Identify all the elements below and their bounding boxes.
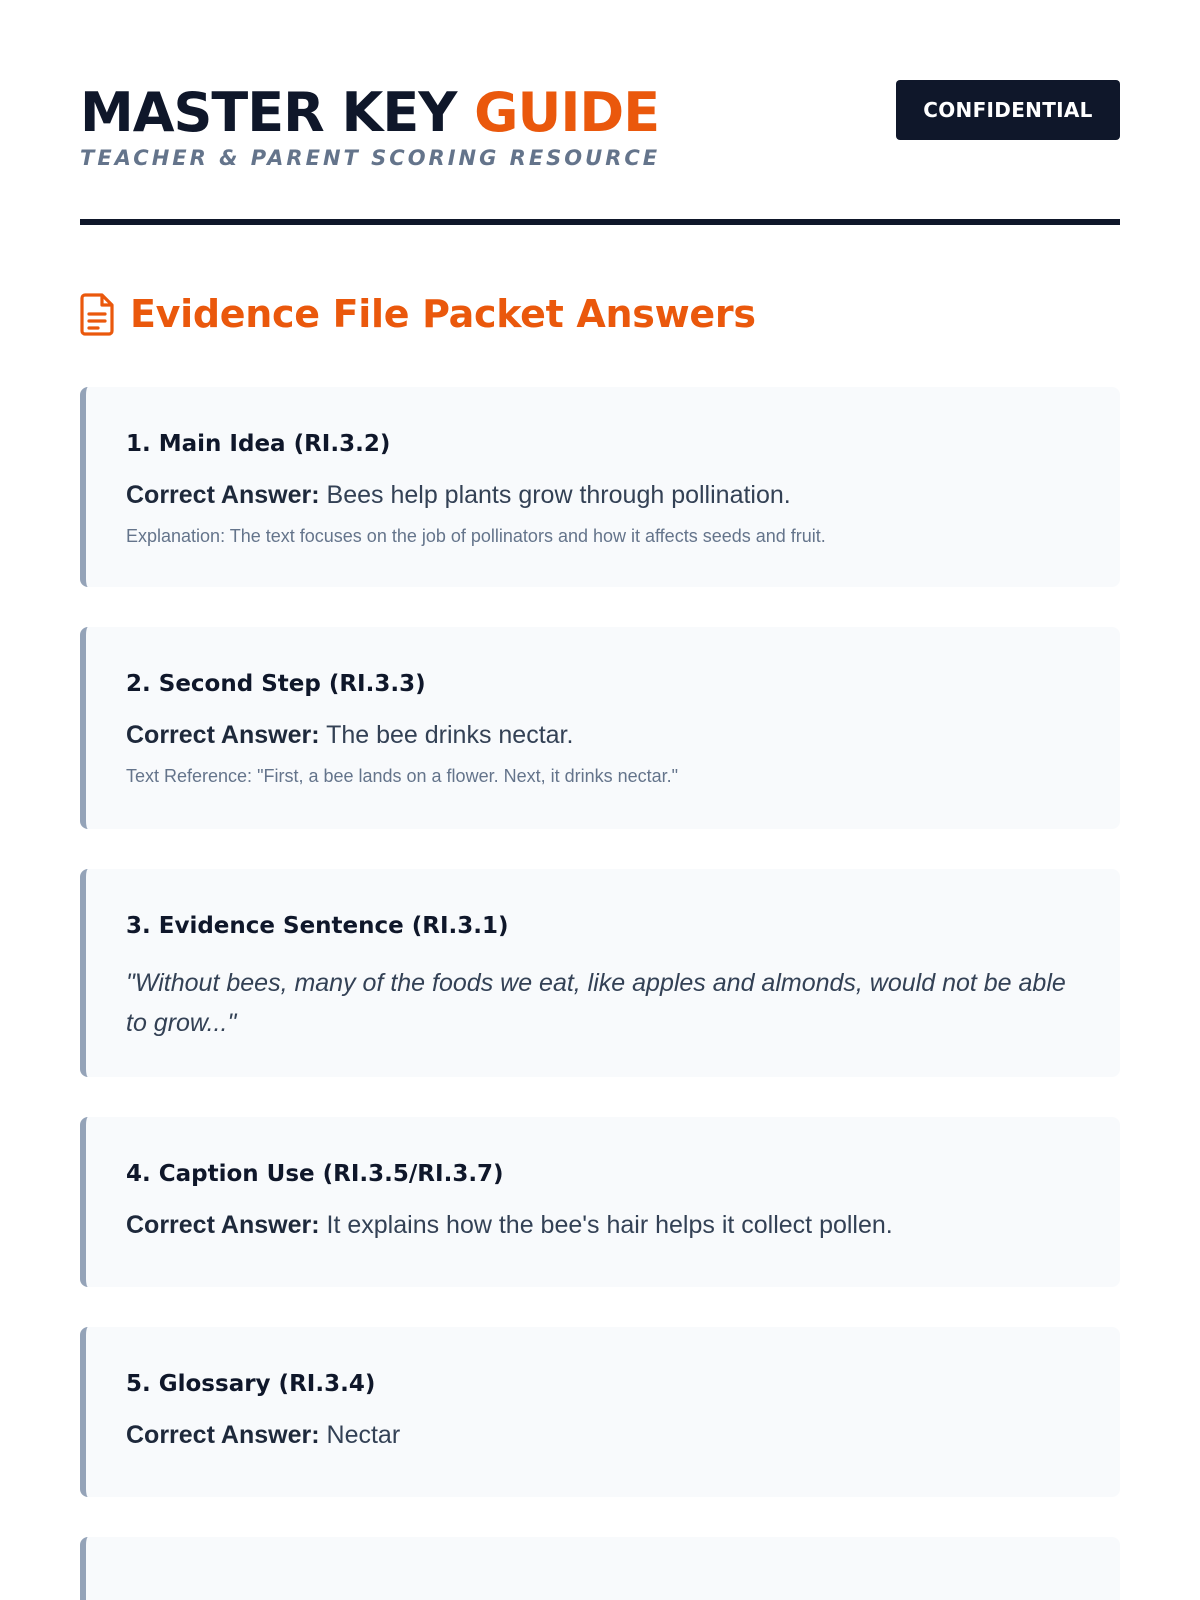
title-main: MASTER KEY (80, 81, 457, 144)
question-title: 5. Glossary (RI.3.4) (126, 1371, 376, 1397)
answer-card-3 (80, 869, 1120, 1077)
answer-card-1 (80, 387, 1120, 587)
answer-label: Correct Answer: (126, 1211, 320, 1239)
answer-card-6 (80, 1537, 1120, 1600)
answer-text: It explains how the bee's hair helps it collect pollen. (326, 1211, 893, 1239)
page-header (80, 0, 1120, 170)
answer-label: Correct Answer: (126, 481, 320, 509)
answer-label: Correct Answer: (126, 721, 320, 749)
question-title: 2. Second Step (RI.3.3) (126, 671, 426, 697)
document-icon (80, 292, 116, 336)
answer-text: Bees help plants grow through pollination. (326, 481, 791, 509)
answer-explanation: Explanation: The text focuses on the job of pollinators and how it affects seeds and fruit. (126, 526, 826, 546)
evidence-quote: "Without bees, many of the foods we eat, like apples and almonds, would not be able to grow..." (126, 969, 1066, 1037)
section-title: Evidence File Packet Answers (130, 292, 756, 336)
text-reference: Text Reference: "First, a bee lands on a flower. Next, it drinks nectar." (126, 766, 679, 786)
confidential-badge: CONFIDENTIAL (896, 80, 1120, 140)
correct-answer (126, 721, 1080, 750)
answer-card-2 (80, 627, 1120, 829)
question-title: 1. Main Idea (RI.3.2) (126, 431, 391, 457)
correct-answer (126, 1211, 1080, 1240)
answer-list (80, 387, 1120, 1600)
answer-card-4 (80, 1117, 1120, 1287)
answer-label: Correct Answer: (126, 1421, 320, 1449)
question-title: 4. Caption Use (RI.3.5/RI.3.7) (126, 1161, 504, 1187)
question-title: 3. Evidence Sentence (RI.3.1) (126, 913, 509, 939)
header-divider (80, 219, 1120, 225)
correct-answer (126, 1421, 1080, 1450)
title-accent: GUIDE (474, 81, 660, 144)
section-heading (80, 292, 756, 336)
page-subtitle: TEACHER & PARENT SCORING RESOURCE (80, 146, 661, 170)
answer-text: The bee drinks nectar. (326, 721, 574, 749)
correct-answer (126, 481, 1080, 510)
answer-text: Nectar (326, 1421, 401, 1449)
answer-card-5 (80, 1327, 1120, 1497)
